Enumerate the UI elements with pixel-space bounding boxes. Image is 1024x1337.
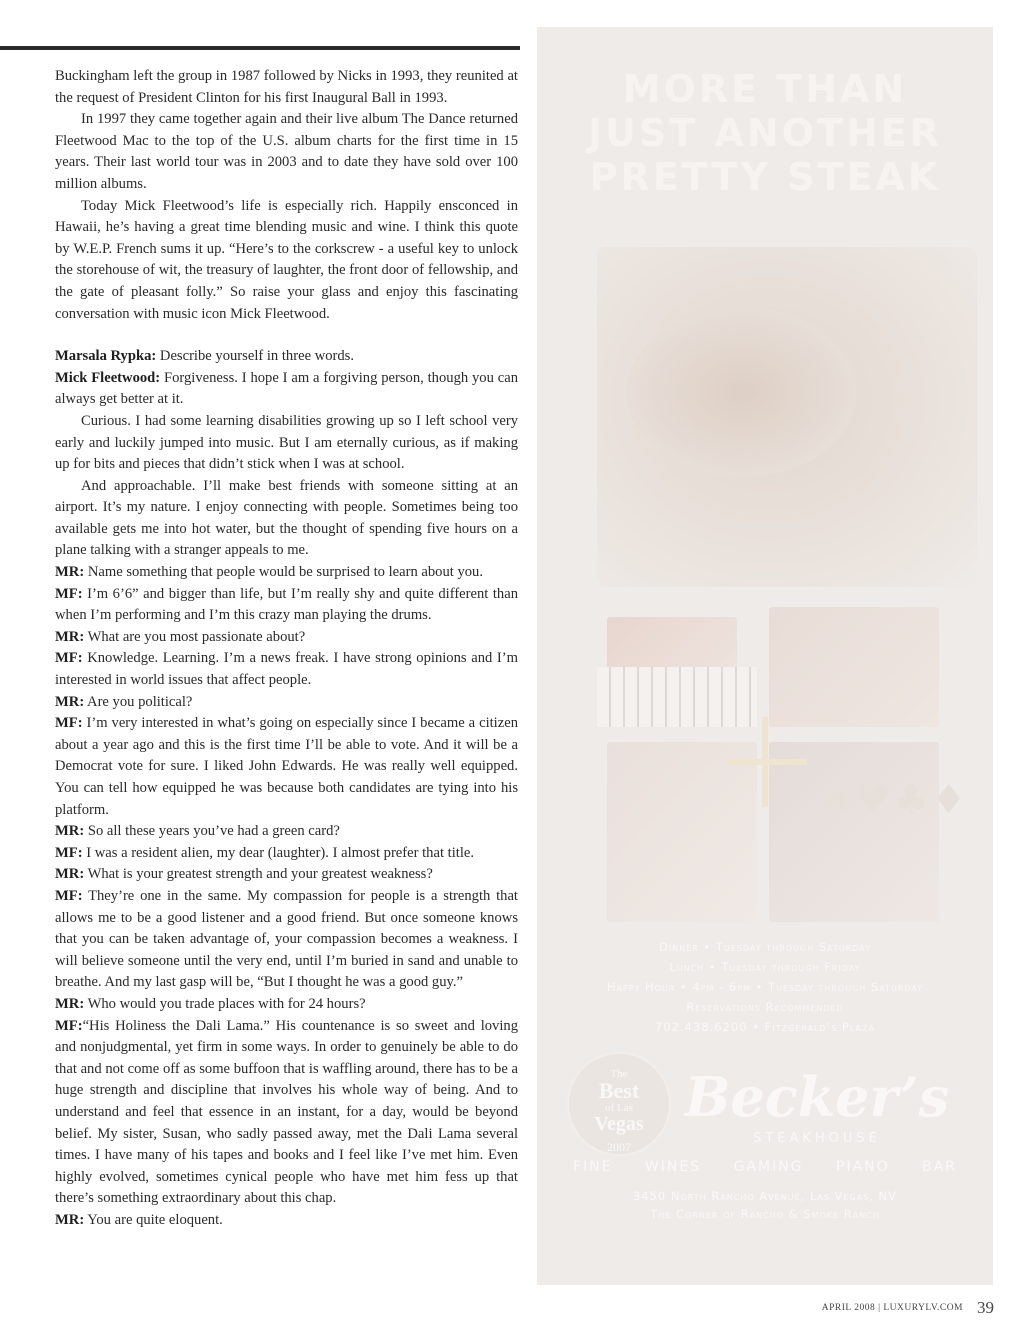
paragraph-gap [55, 325, 518, 346]
interview-text: Curious. I had some learning disabilities growing up so I left school very early and luckily jumped into music. But I am eternally curious, as if making up for bits and pieces that didn’t stick when I was at school. [55, 412, 518, 473]
ad-address [537, 1187, 993, 1223]
article-paragraph: In 1997 they came together again and their live album The Dance returned Fleetwood Mac to the top of the U.S. album charts for the first time in 15 years. Their last world tour was in 2003 and to date they have sold over 100 million albums. [55, 111, 518, 192]
ad-hours [537, 937, 993, 1037]
interview-text: So all these years you’ve had a green card? [84, 823, 340, 840]
hours-line: Dinner • Tuesday through Saturday [658, 940, 871, 954]
interview-paragraph [55, 411, 518, 476]
interview-paragraph [55, 821, 518, 843]
top-rule [0, 46, 520, 50]
ad-headline-line: PRETTY STEAK [589, 155, 941, 199]
hours-line: Lunch • Tuesday through Friday [669, 960, 861, 974]
feature-label: GAMING [733, 1159, 804, 1175]
badge-year: 2007 [607, 1140, 631, 1154]
badge-text: of Las [605, 1102, 633, 1114]
speaker-label: MR: [55, 866, 85, 883]
interview-paragraph [55, 627, 518, 649]
speaker-label: MR: [55, 995, 85, 1012]
feature-label: PIANO BAR [836, 1159, 957, 1175]
interview-text: I’m 6’6” and bigger than life, but I’m really shy and quite different than when I’m performing and I’m this crazy man playing the drums. [55, 585, 518, 624]
ad-headline-line: JUST ANOTHER [588, 111, 942, 155]
interview-text: Who would you trade places with for 24 hours? [84, 995, 366, 1012]
interview-paragraph [55, 562, 518, 584]
best-of-las-vegas-badge [567, 1052, 671, 1156]
dessert-photo [769, 607, 939, 727]
address-line: 3450 North Rancho Avenue, Las Vegas, NV [632, 1189, 898, 1203]
ad-headline [537, 67, 993, 199]
interview-paragraph [55, 692, 518, 714]
hours-line: Happy Hour • 4pm - 6pm • Tuesday through Saturday [606, 980, 924, 994]
interview-paragraph [55, 648, 518, 691]
badge-text: The [610, 1068, 628, 1080]
speaker-label: MR: [55, 1211, 85, 1228]
speaker-label: MF: [55, 715, 83, 732]
interview-section [55, 346, 518, 1231]
interview-text: Knowledge. Learning. I’m a news freak. I have strong opinions and I’m interested in world issues that affect people. [55, 650, 518, 689]
interview-paragraph [55, 476, 518, 562]
interview-text: I’m very interested in what’s going on especially since I became a citizen about a year ago and this is the first time I’ll be able to vote. And it will be a Democrat vote for sure. I liked John Edwards. He was really well equipped. You can tell how equipped he was because both candidates are tying into his platform. [55, 715, 518, 818]
interview-paragraph [55, 864, 518, 886]
interview-paragraph [55, 584, 518, 627]
article-paragraph: Buckingham left the group in 1987 followed by Nicks in 1993, they reunited at the request of President Clinton for his first Inaugural Ball in 1993. [55, 68, 518, 106]
speaker-label: MR: [55, 693, 85, 710]
speaker-label: MF: [55, 887, 83, 904]
badge-text: Vegas [594, 1113, 644, 1135]
interview-text: “His Holiness the Dali Lama.” His countenance is so sweet and loving and nonjudgmental, yet firm in some ways. In order to genuinely be able to do that and not come off as some buffoon that is waffling around, there has to be a huge strength and discipline that involves his whole way of being. And to understand and feel that essence in an instant, for a day, would be beyond belief. My sister, Susan, who sadly passed away, met the Dali Lama several times. I have many of his tapes and books and I feel like I’ve met him. Even highly evolved, sometimes cynical people who have met him fess up that there’s something extraordinary about this chap. [55, 1017, 518, 1207]
address-line: The Corner of Rancho & Smoke Ranch [650, 1207, 880, 1221]
speaker-label: MR: [55, 628, 85, 645]
steak-plate-image [627, 307, 857, 477]
hours-line: Reservations Recommended [686, 1000, 844, 1014]
speaker-label: Marsala Rypka: [55, 348, 157, 365]
speaker-label: MF: [55, 585, 83, 602]
interview-text: Describe yourself in three words. [156, 348, 355, 365]
interview-text: And approachable. I’ll make best friends with someone sitting at an airport. It’s my nature. I enjoy connecting with people. Sometimes being too available gets me into hot water, but the thought of spending five hours on a plane talking with a stranger appeals to me. [55, 477, 518, 559]
appetizer-photo [607, 742, 757, 922]
article-column [55, 66, 518, 1231]
interview-text: Are you political? [84, 693, 193, 710]
logo-subtitle: STEAKHOUSE [753, 1131, 881, 1146]
badge-text: Best [598, 1078, 640, 1103]
piano-keys-image [597, 667, 757, 727]
interview-paragraph [55, 713, 518, 821]
page-footer [822, 1298, 994, 1318]
interview-paragraph [55, 1016, 518, 1210]
speaker-label: Mick Fleetwood: [55, 369, 161, 386]
sparkle-decoration [727, 759, 807, 765]
beckers-logo: Becker’s [684, 1065, 950, 1129]
speaker-label: MR: [55, 564, 85, 581]
interview-text: You are quite eloquent. [84, 1211, 223, 1228]
interview-text: I was a resident alien, my dear (laughter). I almost prefer that title. [82, 844, 475, 861]
interview-paragraph [55, 368, 518, 411]
steakhouse-advertisement [537, 27, 993, 1285]
interview-paragraph [55, 1210, 518, 1232]
interview-paragraph [55, 886, 518, 994]
article-paragraph: Today Mick Fleetwood’s life is especially rich. Happily ensconced in Hawaii, he’s having a great time blending music and wine. I think this quote by W.E.P. French sums it up. “Here’s to the corkscrew - a useful key to unlock the storehouse of wit, the treasury of laughter, the front door of fellowship, and the gate of pleasant folly.” So raise your glass and enjoy this fascinating conversation with music icon Mick Fleetwood. [55, 197, 518, 322]
speaker-label: MF: [55, 1017, 83, 1034]
interview-text: What is your greatest strength and your greatest weakness? [84, 866, 433, 883]
ad-features [537, 1159, 993, 1175]
gaming-photo [769, 742, 939, 922]
interview-text: Name something that people would be surprised to learn about you. [84, 564, 483, 581]
interview-text: They’re one in the same. My compassion for people is a strength that allows me to be a good listener and a good friend. But once someone knows that you can be taken advantage of, your compassion becomes a weakness. I will believe someone until the very end, until I’m buried in sand and unable to breathe. And my last gasp will be, “But I thought he was a good guy.” [55, 887, 518, 991]
page-number: 39 [977, 1298, 994, 1317]
interview-text: What are you most passionate about? [84, 628, 306, 645]
speaker-label: MF: [55, 650, 83, 667]
speaker-label: MR: [55, 823, 85, 840]
feature-label: FINE WINES [572, 1159, 702, 1175]
interview-text: Forgiveness. I hope I am a forgiving person, though you can always get better at it. [55, 369, 518, 408]
playing-cards-icon: ♠♥♣♦ [817, 777, 969, 823]
speaker-label: MF: [55, 844, 83, 861]
interview-paragraph [55, 994, 518, 1016]
hours-line: 702.438.6200 • Fitzgerald’s Plaza [655, 1020, 875, 1034]
ad-headline-line: MORE THAN [622, 67, 908, 111]
interview-paragraph [55, 346, 518, 368]
interview-paragraph [55, 843, 518, 865]
footer-issue-text: APRIL 2008 | LUXURYLV.COM [821, 1303, 963, 1313]
